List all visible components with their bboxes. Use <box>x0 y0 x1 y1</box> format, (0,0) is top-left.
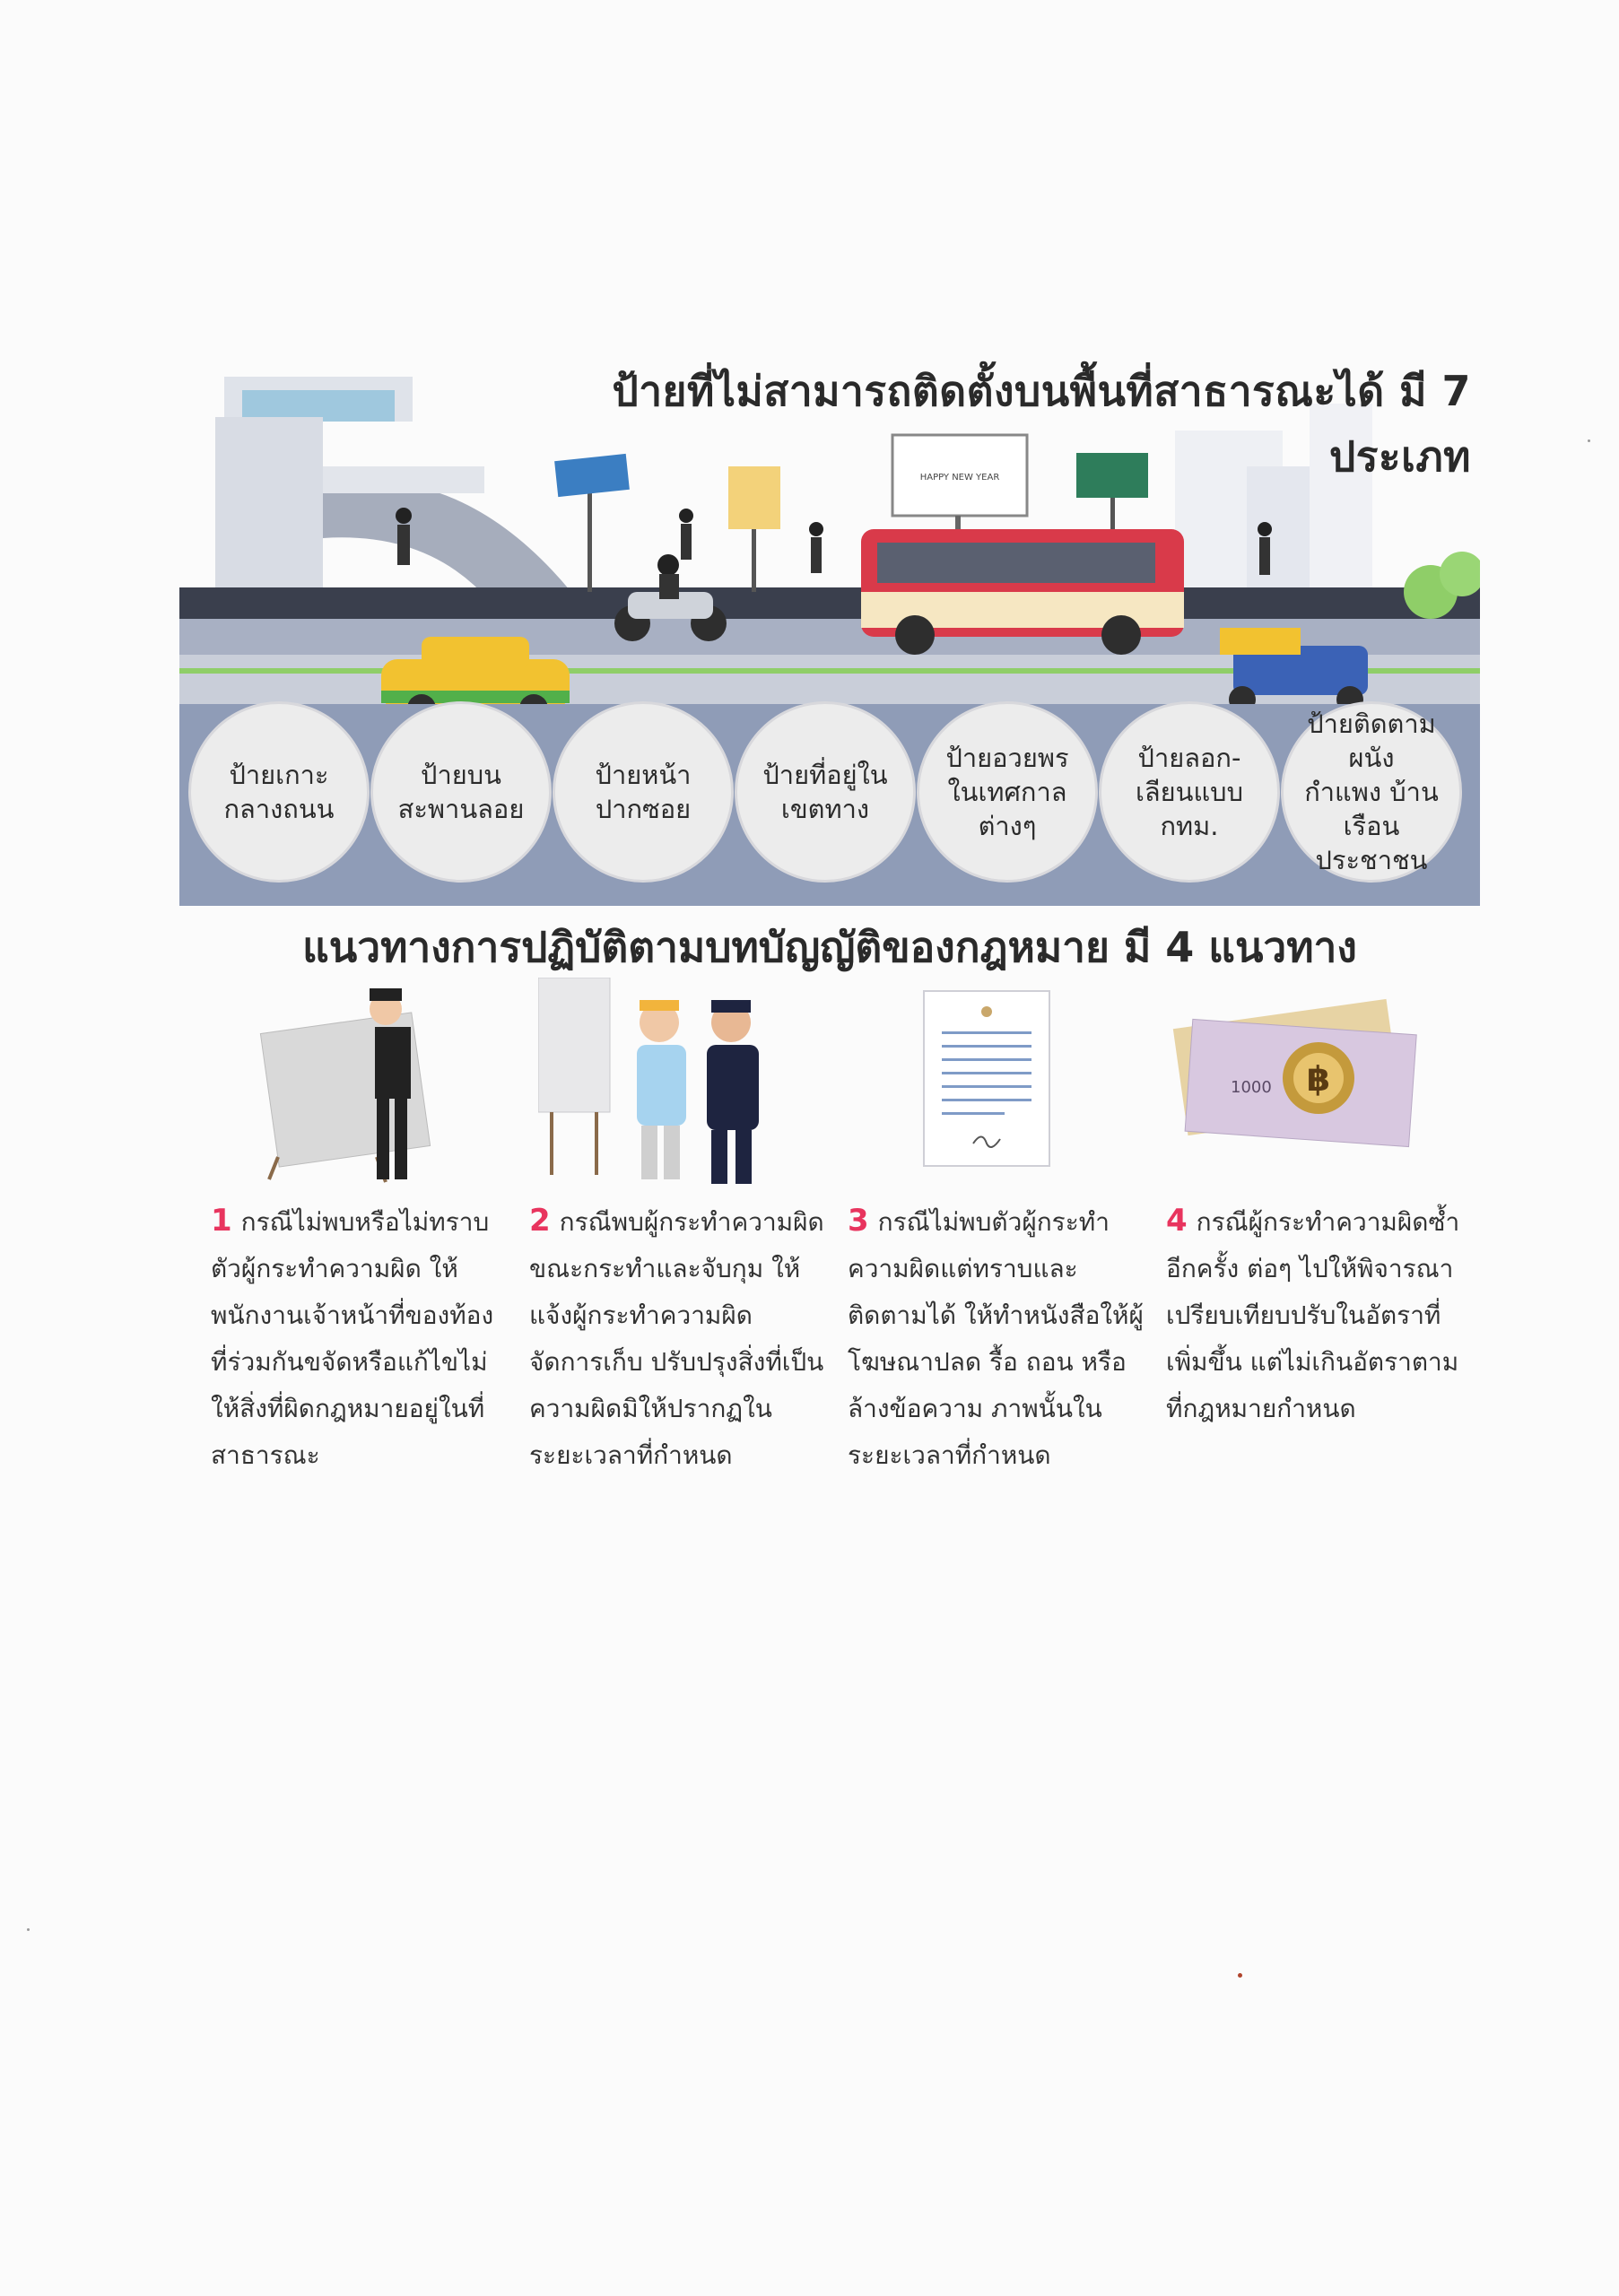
step-description: กรณีผู้กระทำความผิดซ้ำอีกครั้ง ต่อๆ ไปให้พิจารณาเปรียบเทียบปรับในอัตราที่เพิ่มขึ้น แต่ไม่เกินอัตราตามที่กฎหมายกำหนด <box>1166 1207 1460 1423</box>
step-2 <box>529 1197 825 1479</box>
step-3 <box>848 1197 1144 1479</box>
illustration-banknote-fine <box>1166 978 1471 1193</box>
billboard-text: HAPPY NEW YEAR <box>919 473 1000 483</box>
signs-banner <box>179 350 1480 906</box>
sign-type-right-of-way: ป้ายที่อยู่ใน เขตทาง <box>735 701 916 883</box>
guideline-title: แนวทางการปฏิบัติตามบทบัญญัติของกฎหมาย มี 4 แนวทาง <box>302 923 1357 971</box>
sign-type-imitation-bma: ป้ายลอก- เลียนแบบ กทม. <box>1099 701 1280 883</box>
illustration-official-letter <box>861 978 1166 1193</box>
step-number: 2 <box>529 1203 551 1239</box>
banner-title: ป้ายที่ไม่สามารถติดตั้งบนพื้นที่สาธารณะได้ มี 7 ประเภท <box>612 367 1471 481</box>
step-description: กรณีไม่พบหรือไม่ทราบตัวผู้กระทำความผิด ให้พนักงานเจ้าหน้าที่ของท้องที่ร่วมกันขจัดหรือแก้ไขไม่ให้สิ่งที่ผิดกฎหมายอยู่ในที่สาธารณะ <box>211 1207 494 1470</box>
step-number: 3 <box>848 1203 869 1239</box>
scan-speck <box>27 1928 30 1931</box>
step-1 <box>211 1197 507 1479</box>
step-description: กรณีไม่พบตัวผู้กระทำความผิดแต่ทราบและติดตามได้ ให้ทำหนังสือให้ผู้โฆษณาปลด รื้อ ถอน หรือล้างข้อความ ภาพนั้นในระยะเวลาที่กำหนด <box>848 1207 1144 1470</box>
illustration-remove-sign <box>242 978 547 1193</box>
scan-speck <box>1588 439 1590 442</box>
sign-type-festival-greeting: ป้ายอวยพร ในเทศกาล ต่างๆ <box>917 701 1098 883</box>
step-description: กรณีพบผู้กระทำความผิดขณะกระทำและจับกุม ให้แจ้งผู้กระทำความผิดจัดการเก็บ ปรับปรุงสิ่งที่เป็นความผิดมิให้ปรากฏในระยะเวลาที่กำหนด <box>529 1207 824 1470</box>
sign-type-median: ป้ายเกาะ กลางถนน <box>188 701 370 883</box>
step-number: 1 <box>211 1203 232 1239</box>
illustration-officer-arrest <box>538 978 843 1193</box>
sign-type-alley-entrance: ป้ายหน้า ปากซอย <box>553 701 734 883</box>
step-4 <box>1166 1197 1462 1432</box>
sign-type-skywalk: ป้ายบน สะพานลอย <box>370 701 552 883</box>
scan-speck <box>1238 1973 1242 1978</box>
step-number: 4 <box>1166 1203 1188 1239</box>
baht-icon: ฿ <box>1306 1059 1331 1099</box>
banknote-value: 1000 <box>1231 1078 1272 1097</box>
sign-type-wall: ป้ายติดตามผนัง กำแพง บ้านเรือน ประชาชน <box>1281 701 1462 883</box>
